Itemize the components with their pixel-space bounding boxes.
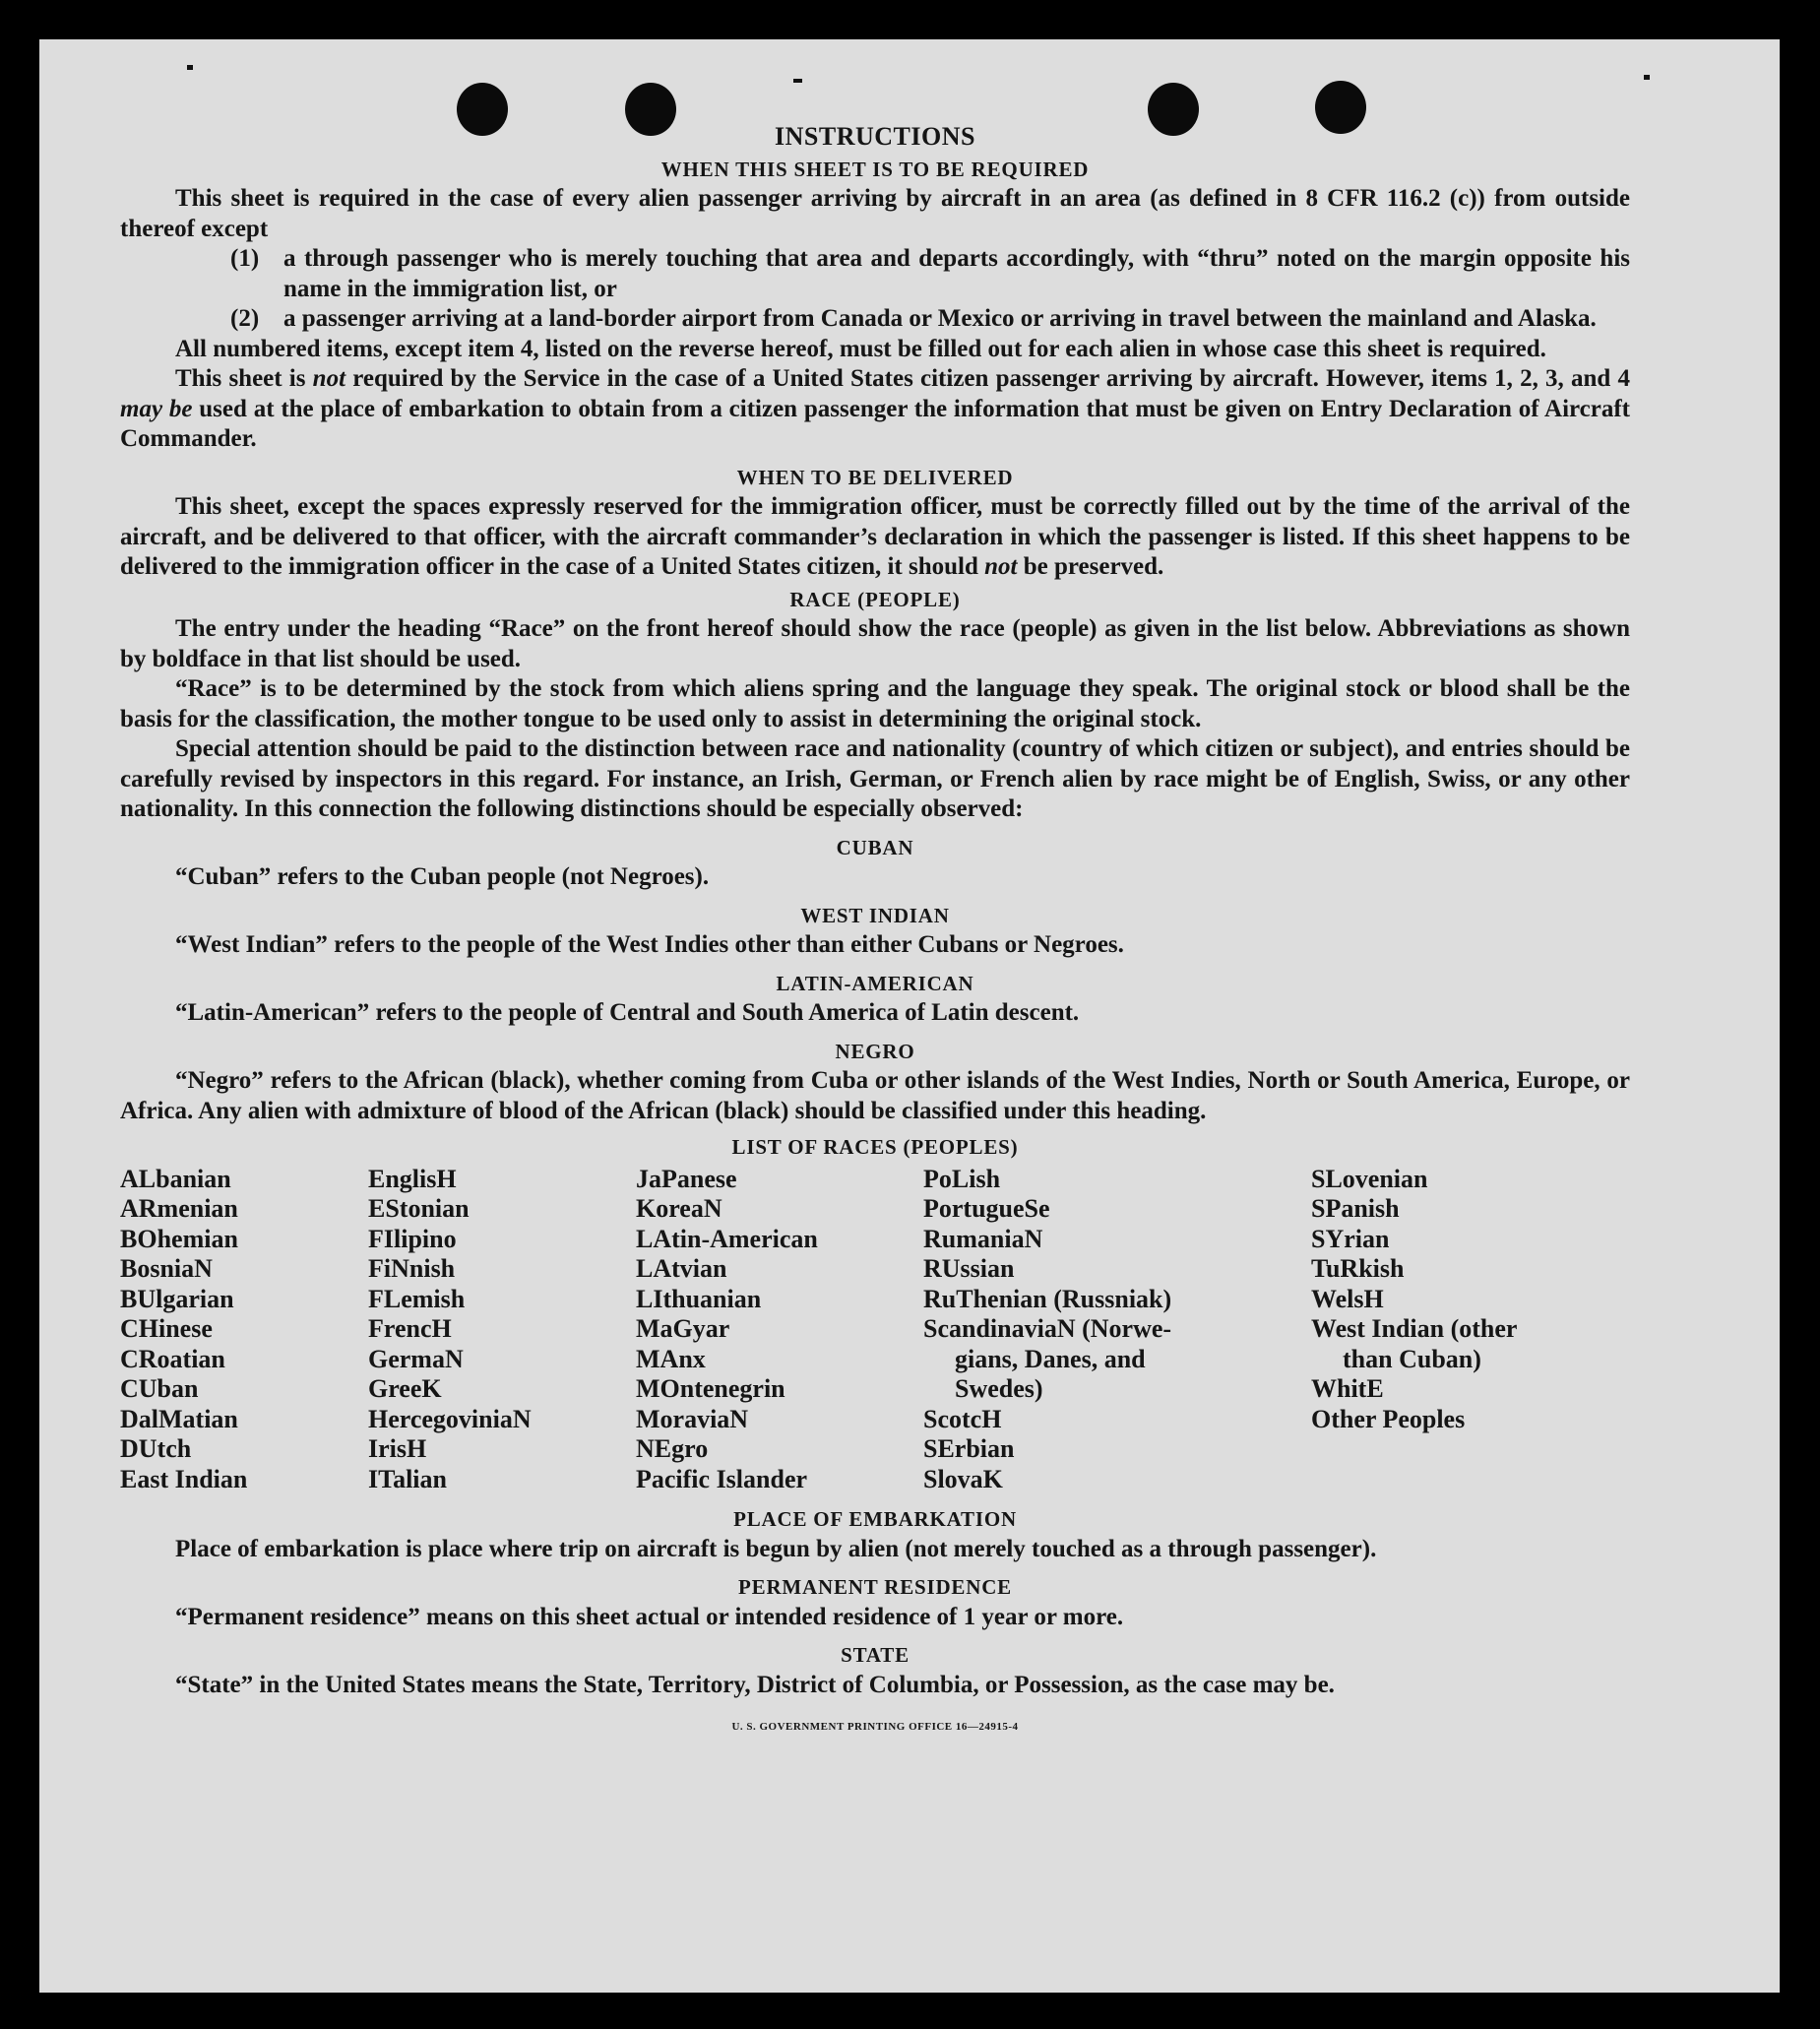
race-item: SErbian <box>923 1434 1015 1463</box>
race-item: MOntenegrin <box>636 1374 785 1403</box>
race-item: PoLish <box>923 1164 1001 1193</box>
section-heading-negro: NEGRO <box>835 1039 915 1063</box>
race-list <box>120 1165 1630 1495</box>
race-item: East Indian <box>120 1464 248 1493</box>
race-item: FiNnish <box>368 1254 456 1283</box>
section-heading-state: STATE <box>841 1643 910 1667</box>
race-item: ALbanian <box>120 1164 231 1193</box>
race-item: SYrian <box>1311 1224 1390 1253</box>
item-number: (1) <box>230 245 260 272</box>
race-item: SPanish <box>1311 1194 1400 1223</box>
required-intro: This sheet is required in the case of every alien passenger arriving by aircraft in an area (as defined in 8 CFR 116.2 (c)) from outside thereof except <box>120 185 1630 242</box>
latin-american-text: “Latin-American” refers to the people of Central and South America of Latin descent. <box>175 999 1080 1026</box>
exception-item-1 <box>120 244 1630 304</box>
section-heading-race: RACE (PEOPLE) <box>789 587 961 611</box>
list-of-races-heading: LIST OF RACES (PEOPLES) <box>731 1135 1019 1159</box>
embarkation-text: Place of embarkation is place where trip on aircraft is begun by alien (not merely touched as a through passenger). <box>175 1535 1377 1562</box>
race-item: NEgro <box>636 1434 709 1463</box>
race-item: IrisH <box>368 1434 427 1463</box>
race-item: GermaN <box>368 1344 464 1373</box>
race-item: ScotcH <box>923 1404 1002 1433</box>
race-item: CHinese <box>120 1314 213 1343</box>
race-item: Swedes) <box>955 1374 1043 1403</box>
race-item: LAtvian <box>636 1254 727 1283</box>
race-item: MAnx <box>636 1344 706 1373</box>
item-text: a passenger arriving at a land-border airport from Canada or Mexico or arriving in travel between the mainland and Alaska. <box>283 305 1597 332</box>
race-item: BUlgarian <box>120 1284 234 1313</box>
race-item: FrencH <box>368 1314 452 1343</box>
race-item: RuThenian (Russniak) <box>923 1284 1172 1313</box>
speck-mark <box>1644 75 1650 80</box>
race-item: SlovaK <box>923 1464 1003 1493</box>
item-text: a through passenger who is merely touching that area and departs accordingly, with “thru” noted on the margin opposite his name in the immigration list, or <box>283 245 1630 302</box>
printing-office-footer: U. S. GOVERNMENT PRINTING OFFICE 16—24915-4 <box>731 1721 1019 1733</box>
race-text-3: Special attention should be paid to the distinction between race and nationality (country of which citizen or subject), and entries should be carefully revised by inspectors in this regard. For instance, an Irish, German, or French alien by race might be of English, Swiss, or any other nationality. In this connection the following distinctions should be especially observed: <box>120 735 1630 822</box>
race-item: LIthuanian <box>636 1284 762 1313</box>
race-item: FIlipino <box>368 1224 457 1253</box>
section-heading-required: WHEN THIS SHEET IS TO BE REQUIRED <box>660 157 1090 181</box>
citizen-passenger-note: This sheet is not required by the Service in the case of a United States citizen passenger arriving by aircraft. However, items 1, 2, 3, and 4 may be used at the place of embarkation to obtain from a citizen passenger the information that must be given on Entry Declaration of Aircraft Commander. <box>120 365 1631 452</box>
race-item: DUtch <box>120 1434 192 1463</box>
race-item: PortugueSe <box>923 1194 1050 1223</box>
race-column-1 <box>120 1165 368 1495</box>
exception-item-2 <box>120 304 1630 335</box>
race-item: WhitE <box>1311 1374 1384 1403</box>
race-item: JaPanese <box>636 1164 737 1193</box>
race-item: FLemish <box>368 1284 466 1313</box>
race-item: LAtin-American <box>636 1224 818 1253</box>
race-item: CUban <box>120 1374 199 1403</box>
race-item: DalMatian <box>120 1404 238 1433</box>
race-item: EStonian <box>368 1194 470 1223</box>
race-item: gians, Danes, and <box>955 1344 1146 1373</box>
race-item: WelsH <box>1311 1284 1384 1313</box>
speck-mark <box>187 65 193 70</box>
section-heading-embarkation: PLACE OF EMBARKATION <box>733 1507 1017 1531</box>
item-number: (2) <box>230 305 260 332</box>
page-title: INSTRUCTIONS <box>775 122 975 151</box>
section-heading-delivered: WHEN TO BE DELIVERED <box>736 465 1014 489</box>
state-text: “State” in the United States means the State, Territory, District of Columbia, or Possession, as the case may be. <box>175 1671 1335 1698</box>
race-text-2: “Race” is to be determined by the stock from which aliens spring and the language they speak. The original stock or blood shall be the basis for the classification, the mother tongue to be used only to assist in determining the original stock. <box>120 675 1630 732</box>
residence-text: “Permanent residence” means on this sheet actual or intended residence of 1 year or more. <box>175 1603 1124 1630</box>
race-item: GreeK <box>368 1374 442 1403</box>
west-indian-text: “West Indian” refers to the people of the West Indies other than either Cubans or Negroes. <box>175 931 1124 958</box>
race-item: EnglisH <box>368 1164 457 1193</box>
race-column-3 <box>636 1165 923 1495</box>
speck-mark <box>793 79 802 83</box>
race-item: Other Peoples <box>1311 1404 1466 1433</box>
race-item: BOhemian <box>120 1224 238 1253</box>
race-item: SLovenian <box>1311 1164 1428 1193</box>
race-item: RUssian <box>923 1254 1015 1283</box>
required-numbered-items-note: All numbered items, except item 4, listed on the reverse hereof, must be filled out for each alien in whose case this sheet is required. <box>175 335 1546 362</box>
race-item: TuRkish <box>1311 1254 1405 1283</box>
race-item: BosniaN <box>120 1254 213 1283</box>
negro-text: “Negro” refers to the African (black), whether coming from Cuba or other islands of the West Indies, North or South America, Europe, or Africa. Any alien with admixture of blood of the African (black) should be classified under this heading. <box>120 1067 1630 1124</box>
race-item: KoreaN <box>636 1194 722 1223</box>
race-item: ScandinaviaN (Norwe- <box>923 1314 1172 1343</box>
instructions-content <box>120 122 1630 1743</box>
race-item: than Cuban) <box>1343 1344 1481 1373</box>
race-item: Pacific Islander <box>636 1464 808 1493</box>
section-heading-cuban: CUBAN <box>836 835 914 859</box>
race-item: RumaniaN <box>923 1224 1043 1253</box>
section-heading-west-indian: WEST INDIAN <box>800 903 950 927</box>
cuban-text: “Cuban” refers to the Cuban people (not Negroes). <box>175 863 710 890</box>
section-heading-residence: PERMANENT RESIDENCE <box>738 1575 1012 1599</box>
section-heading-latin-american: LATIN-AMERICAN <box>776 971 974 995</box>
race-item: West Indian (other <box>1311 1314 1518 1343</box>
race-column-5 <box>1311 1165 1630 1495</box>
race-item: HercegoviniaN <box>368 1404 532 1433</box>
race-item: ITalian <box>368 1464 447 1493</box>
race-item: CRoatian <box>120 1344 225 1373</box>
race-item: MaGyar <box>636 1314 730 1343</box>
document-sheet <box>39 39 1780 1993</box>
race-text-1: The entry under the heading “Race” on the front hereof should show the race (people) as given in the list below. Abbreviations as shown by boldface in that list should be used. <box>120 615 1630 672</box>
race-item: ARmenian <box>120 1194 238 1223</box>
race-column-4 <box>923 1165 1311 1495</box>
race-item: MoraviaN <box>636 1404 749 1433</box>
delivered-text: This sheet, except the spaces expressly reserved for the immigration officer, must be correctly filled out by the time of the arrival of the aircraft, and be delivered to that officer, with the aircraft commander’s declaration in which the passenger is listed. If this sheet happens to be delivered to the immigration officer in the case of a United States citizen, it should not be preserved. <box>120 493 1630 580</box>
race-column-2 <box>368 1165 636 1495</box>
